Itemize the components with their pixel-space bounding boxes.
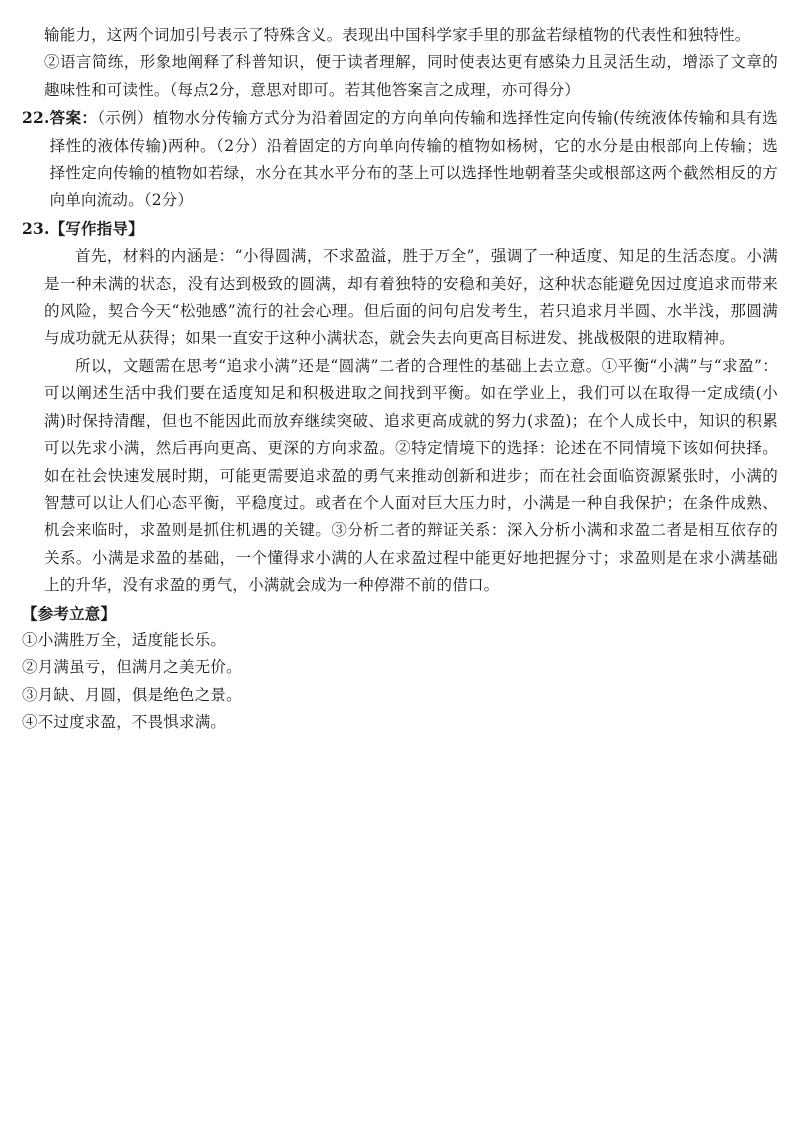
question-22 xyxy=(22,104,778,215)
q21-continuation xyxy=(22,22,778,104)
question-number: 23. xyxy=(22,218,50,238)
writing-guide-paragraph-1: 首先，材料的内涵是：“小得圆满，不求盈溢，胜于万全”，强调了一种适度、知足的生活态度。小满是一种未满的状态，没有达到极致的圆满，却有着独特的安稳和美好，这种状态能避免因过度追求而带来的风险，契合今天“松弛感”流行的社会心理。但后面的问句启发考生，若只追求月半圆、水半浅，那圆满与成功就无从获得；如果一直安于这种小满状态，就会失去向更高目标进发、挑战极限的进取精神。 xyxy=(44,247,778,348)
answer-page xyxy=(22,22,778,737)
writing-guide-paragraph-2: 所以，文题需在思考“追求小满”还是“圆满”二者的合理性的基础上去立意。①平衡“小满”与“求盈”：可以阐述生活中我们要在适度知足和积极进取之间找到平衡。如在学业上，我们可以在取得一定成绩(小满)时保持清醒，但也不能因此而放弃继续突破、追求更高成就的努力(求盈)；在个人成长中，知识的积累可以先求小满，然后再向更高、更深的方向求盈。②特定情境下的选择：论述在不同情境下该如何抉择。如在社会快速发展时期，可能更需要追求盈的勇气来推动创新和进步；而在社会面临资源紧张时，小满的智慧可以让人们心态平衡，平稳度过。或者在个人面对巨大压力时，小满是一种自我保护；在条件成熟、机会来临时，求盈则是抓住机遇的关键。③分析二者的辩证关系：深入分析小满和求盈二者是相互依存的关系。小满是求盈的基础，一个懂得求小满的人在求盈过程中能更好地把握分寸；求盈则是在求小满基础上的升华，没有求盈的勇气，小满就会成为一种停滞不前的借口。 xyxy=(44,356,778,595)
question-22-body xyxy=(50,104,778,215)
reference-item: ④不过度求盈，不畏惧求满。 xyxy=(22,713,227,732)
section-heading: 【写作指导】 xyxy=(49,218,144,238)
reference-heading: 【参考立意】 xyxy=(22,603,117,623)
reference-item: ①小满胜万全，适度能长乐。 xyxy=(22,630,227,649)
reference-item: ②月满虽亏，但满月之美无价。 xyxy=(22,658,242,677)
answer-label: 答案： xyxy=(49,108,98,128)
question-23-heading-row xyxy=(50,215,778,243)
reference-item: ③月缺、月圆，俱是绝色之景。 xyxy=(22,685,242,704)
question-number: 22. xyxy=(22,108,50,128)
question-23 xyxy=(22,215,778,243)
answer-text: （示例）植物水分传输方式分为沿着固定的方向单向传输和选择性定向传输(传统液体传输和具有选择性的液体传输)两种。（2分）沿着固定的方向单向传输的植物如杨树，它的水分是由根部向上传输；选择性定向传输的植物如若绿，水分在其水平分布的茎上可以选择性地朝着茎尖或根部这两个截然相反的方向单向流动。（2分） xyxy=(49,109,778,210)
q21-line-2: ②语言简练，形象地阐释了科普知识，便于读者理解，同时使表达更有感染力且灵活生动，增添了文章的趣味性和可读性。（每点2分，意思对即可。若其他答案言之成理，亦可得分） xyxy=(44,53,778,99)
q21-line-1: 输能力，这两个词加引号表示了特殊含义。表现出中国科学家手里的那盆若绿植物的代表性和独特性。 xyxy=(44,26,751,44)
